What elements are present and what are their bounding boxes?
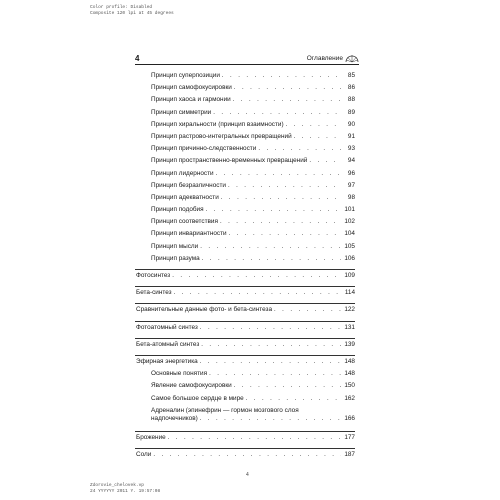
leader-dots: [309, 157, 341, 166]
toc-entry[interactable]: [135, 84, 355, 96]
toc-entry-title: Принцип мысли: [151, 242, 199, 250]
toc-entry-page: 90: [347, 120, 355, 128]
toc-entry-page: 122: [344, 306, 355, 314]
toc-entry[interactable]: [135, 145, 355, 157]
toc-entry[interactable]: [135, 170, 355, 182]
toc-entry-title: Бета-синтез: [136, 289, 172, 297]
toc-entry[interactable]: [135, 324, 355, 336]
toc-entry-title: Соли: [136, 450, 152, 458]
toc-entry-page: 96: [347, 169, 355, 177]
toc-entry-page: 187: [344, 450, 355, 458]
toc-entry[interactable]: [135, 341, 355, 353]
toc-entry[interactable]: [135, 451, 355, 463]
leader-dots: [200, 358, 341, 367]
toc-entry[interactable]: [135, 243, 355, 255]
toc-entry[interactable]: [135, 157, 355, 169]
toc-entry-page: 150: [344, 382, 355, 390]
toc-entry-page: 85: [347, 72, 355, 79]
toc-entry-page: 131: [344, 323, 355, 331]
leader-dots: [213, 109, 341, 118]
toc-entry-page: 86: [347, 84, 355, 92]
toc-entry[interactable]: [135, 370, 355, 382]
toc-entry-page: 104: [344, 230, 355, 238]
toc-entry[interactable]: [135, 358, 355, 370]
leader-dots: [258, 145, 341, 154]
toc-entry[interactable]: [135, 255, 355, 267]
filename-text: Zdorovie_chelovek.vp: [90, 483, 145, 488]
leader-dots: [168, 434, 341, 443]
leader-dots: [202, 255, 341, 264]
leader-dots: [174, 289, 341, 298]
toc-entry-page: 91: [347, 132, 355, 140]
toc-entry-title: Бета-атомный синтез: [136, 340, 200, 348]
toc-entry-title: Брожение: [136, 433, 166, 441]
toc-entry-page: 93: [347, 145, 355, 153]
header-rule: [135, 64, 359, 65]
leader-dots: [209, 370, 341, 379]
toc-entry-page: 148: [344, 357, 355, 365]
leader-dots: [233, 96, 341, 105]
page-header: [135, 54, 359, 66]
toc-entry-title: Принцип причинно-следственности: [151, 145, 257, 153]
leader-dots: [234, 84, 341, 93]
toc-entry-title: Эфирная энергетика: [136, 357, 198, 365]
toc-entry-title: Принцип хаоса и гармонии: [151, 96, 231, 104]
toc-entry-title: Принцип симметрии: [151, 108, 212, 116]
toc-entry[interactable]: [135, 395, 355, 407]
divider: [135, 338, 355, 339]
toc-entry-page: 102: [344, 218, 355, 226]
toc-entry-page: 148: [344, 370, 355, 378]
leader-dots: [201, 341, 341, 350]
toc-entry-page: 109: [344, 272, 355, 279]
toc-entry[interactable]: [135, 218, 355, 230]
toc-entry[interactable]: [135, 206, 355, 218]
toc-entry-title: Фотосинтез: [136, 272, 171, 279]
toc-entry-title: Принцип лидерности: [151, 169, 214, 177]
leader-dots: [206, 206, 341, 215]
leader-dots: [200, 415, 341, 424]
toc-entry[interactable]: [135, 109, 355, 121]
leader-dots: [200, 324, 341, 333]
composite-text: Composite 120 lpi at 45 degrees: [90, 10, 174, 16]
leader-dots: [274, 306, 341, 315]
toc-entry-page: 88: [347, 96, 355, 104]
toc-entry[interactable]: [135, 230, 355, 242]
toc-entry[interactable]: [135, 306, 355, 318]
toc-entry-title: Принцип растрово-интегральных превращений: [151, 132, 292, 140]
print-meta-bottom: [90, 483, 160, 494]
toc-entry-page: 101: [344, 206, 355, 214]
leader-dots: [221, 194, 341, 203]
leader-dots: [153, 451, 341, 460]
page-number: 4: [135, 54, 140, 63]
divider: [135, 269, 355, 270]
toc-entry-page: 114: [344, 289, 355, 297]
leader-dots: [234, 382, 341, 391]
toc-entry[interactable]: [135, 382, 355, 394]
toc-entry-title: Фотоатомный синтез: [136, 323, 198, 331]
toc-entry-title: Адреналин (эпинефрин — гормон мозгового слоя: [151, 406, 299, 414]
sun-logo-icon: [345, 54, 359, 63]
timestamp-text: 24 YYYYYY 2011 Y. 19:57:08: [90, 488, 161, 494]
toc-entry-title: Принцип соответствия: [151, 218, 218, 226]
toc-entry-title-continued: надпочечников): [151, 415, 198, 423]
leader-dots: [200, 243, 341, 252]
toc-entry-title: Принцип хиральности (принцип взаимности): [151, 120, 284, 128]
print-meta-top: [90, 5, 174, 16]
header-title: Оглавление: [306, 55, 343, 62]
leader-dots: [172, 272, 341, 281]
toc-entry[interactable]: [135, 96, 355, 108]
toc-entry-title: Принцип суперпозиции: [151, 72, 220, 79]
toc-entry[interactable]: [135, 407, 355, 429]
toc-entry-title: Явление самофокусировки: [151, 382, 232, 390]
toc-entry-title: Основные понятия: [151, 370, 208, 378]
toc-entry-title: Принцип адекватности: [151, 193, 219, 201]
leader-dots: [220, 218, 341, 227]
divider: [135, 448, 355, 449]
toc-entry-page: 89: [347, 108, 355, 116]
toc-entry-title: Самое большое сердце в мире: [151, 394, 244, 402]
toc-entry-page: 94: [347, 157, 355, 165]
leader-dots: [294, 133, 341, 142]
leader-dots: [228, 182, 341, 191]
leader-dots: [216, 170, 341, 179]
toc-entry-page: 97: [347, 181, 355, 189]
color-profile-text: Color profile: Disabled: [90, 5, 153, 10]
toc-entry-title: Принцип безразличности: [151, 181, 226, 189]
toc-entry-page: 98: [347, 193, 355, 201]
toc-entry[interactable]: [135, 194, 355, 206]
toc-entry-title: Принцип подобия: [151, 206, 204, 214]
toc-entry[interactable]: [135, 434, 355, 446]
toc-entry-title: Принцип разума: [151, 254, 200, 262]
toc-entry-title: Сравнительные данные фото- и бета-синтеза: [136, 306, 273, 314]
toc-entry-page: 162: [344, 394, 355, 402]
toc-entry-title: Принцип инвариантности: [151, 230, 227, 238]
footer-page-number: 4: [246, 472, 249, 478]
toc-entry[interactable]: [135, 133, 355, 145]
toc-entry[interactable]: [135, 182, 355, 194]
toc-entry[interactable]: [135, 289, 355, 301]
toc-entry-page: 106: [344, 254, 355, 262]
toc-entry-title: Принцип самофокусировки: [151, 84, 232, 92]
toc-entry-page: 105: [344, 242, 355, 250]
table-of-contents: [135, 72, 355, 463]
leader-dots: [229, 230, 341, 239]
leader-dots: [222, 72, 341, 81]
toc-entry-page: 166: [344, 415, 355, 423]
divider: [135, 303, 355, 304]
toc-entry[interactable]: [135, 272, 355, 284]
toc-entry-title: Принцип пространственно-временных превращений: [151, 157, 308, 165]
toc-entry[interactable]: [135, 121, 355, 133]
leader-dots: [246, 395, 341, 404]
divider: [135, 286, 355, 287]
divider: [135, 431, 355, 432]
toc-entry-page: 139: [344, 340, 355, 348]
toc-entry[interactable]: [135, 72, 355, 84]
divider: [135, 321, 355, 322]
divider: [135, 355, 355, 356]
toc-entry-page: 177: [344, 433, 355, 441]
leader-dots: [286, 121, 341, 130]
